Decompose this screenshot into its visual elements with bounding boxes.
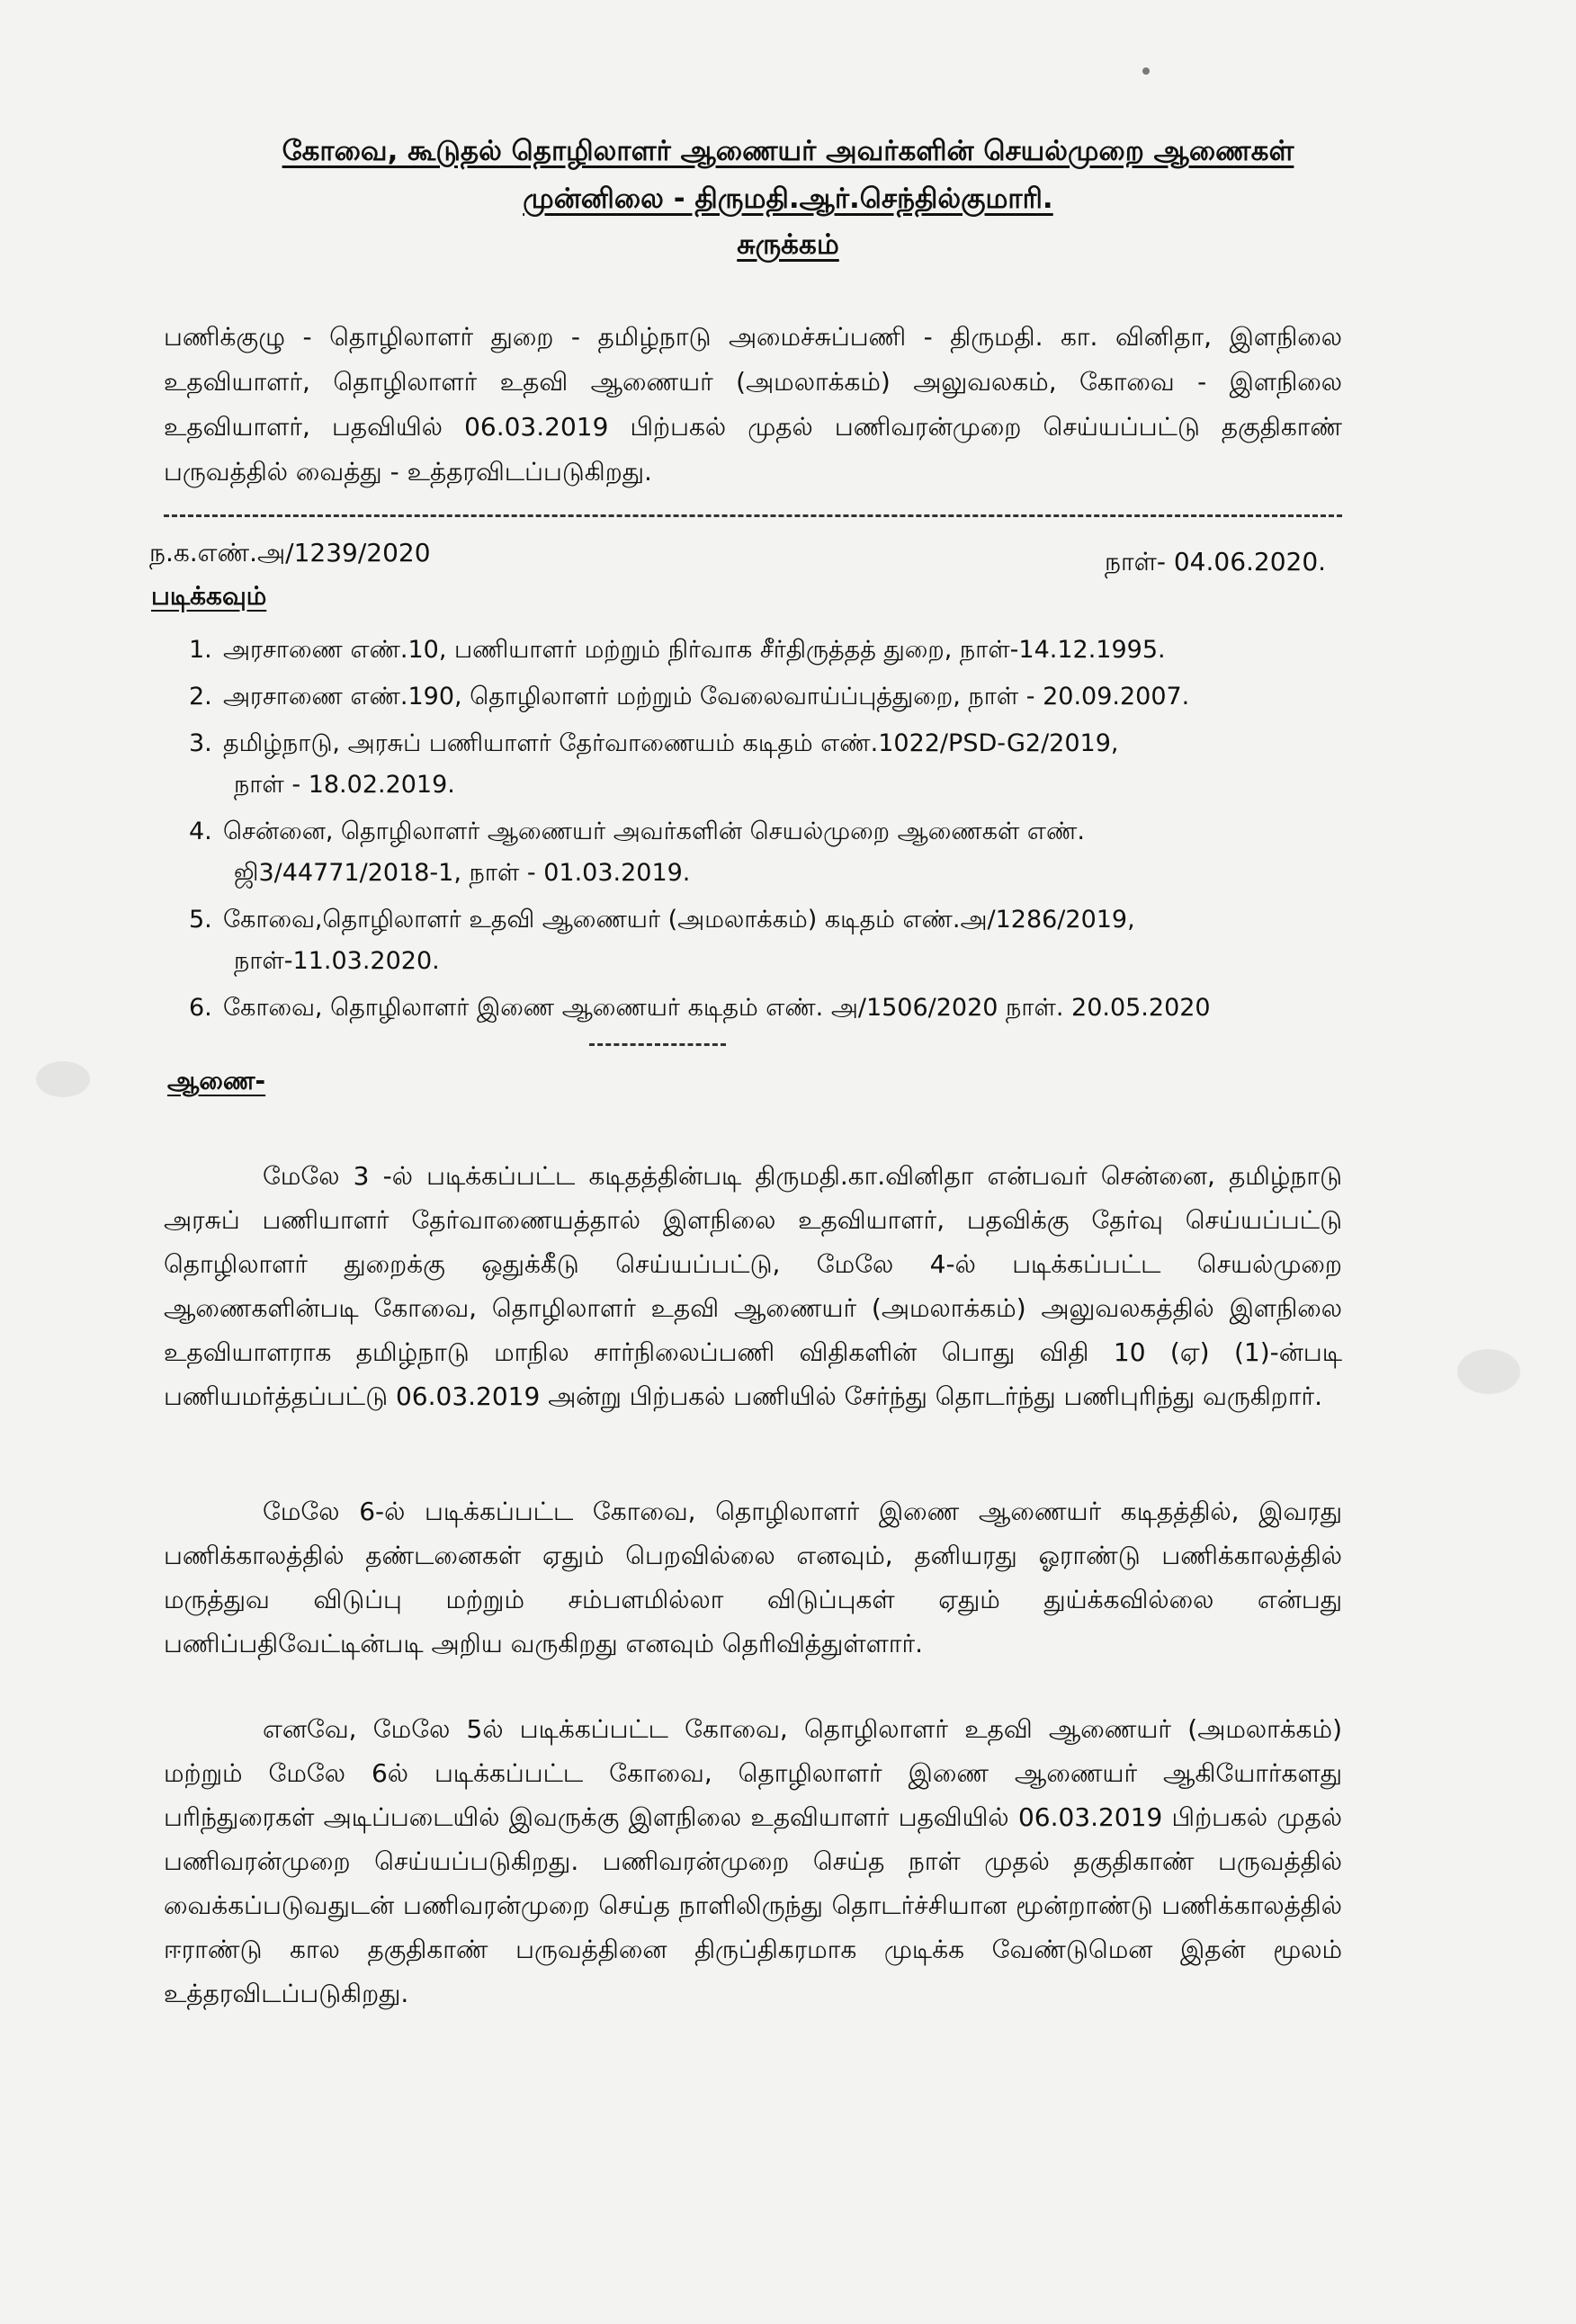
reference-text: அரசாணை எண்.190, தொழிலாளர் மற்றும் வேலைவாய்ப்புத்துறை, நாள் - 20.09.2007. (223, 683, 1190, 711)
order-paragraph-2: மேலே 6-ல் படிக்கப்பட்ட கோவை, தொழிலாளர் இணை ஆணையர் கடிதத்தில், இவரது பணிக்காலத்தில் தண்டனைகள் ஏதும் பெறவில்லை எனவும், தனியரது ஓராண்டு பணிக்காலத்தில் மருத்துவ விடுப்பு மற்றும் சம்பளமில்லா விடுப்புகள் ஏதும் துய்க்கவில்லை என்பது பணிப்பதிவேட்டின்படி அறிய வருகிறது எனவும் தெரிவித்துள்ளார். (164, 1497, 1342, 1658)
reference-text-continued: நாள்-11.03.2020. (234, 947, 440, 975)
references-list (180, 630, 1349, 1029)
reference-text: தமிழ்நாடு, அரசுப் பணியாளர் தேர்வாணையம் கடிதம் எண்.1022/PSD-G2/2019, (223, 729, 1119, 757)
reference-date: நாள்- 04.06.2020. (1105, 547, 1327, 577)
short-divider (589, 1043, 726, 1046)
reference-text-continued: நாள் - 18.02.2019. (234, 771, 455, 799)
reference-text: கோவை, தொழிலாளர் இணை ஆணையர் கடிதம் எண். அ/1506/2020 நாள். 20.05.2020 (223, 994, 1211, 1022)
read-heading: படிக்கவும் (151, 581, 267, 611)
reference-number: ந.க.எண்.அ/1239/2020 (149, 538, 431, 568)
reference-item (180, 811, 1349, 894)
reference-item (180, 676, 1349, 718)
summary-paragraph: பணிக்குழு - தொழிலாளர் துறை - தமிழ்நாடு அமைச்சுப்பணி - திருமதி. கா. வினிதா, இளநிலை உதவியாளர், தொழிலாளர் உதவி ஆணையர் (அமலாக்கம்) அலுவலகம், கோவை - இளநிலை உதவியாளர், பதவியில் 06.03.2019 பிற்பகல் முதல் பணிவரன்முறை செய்யப்பட்டு தகுதிகாண் பருவத்தில் வைத்து - உத்தரவிடப்படுகிறது. (164, 322, 1342, 487)
reference-item (180, 723, 1349, 806)
reference-text: கோவை,தொழிலாளர் உதவி ஆணையர் (அமலாக்கம்) கடிதம் எண்.அ/1286/2019, (223, 906, 1135, 934)
reference-item (180, 899, 1349, 982)
reference-item (180, 988, 1349, 1029)
reference-text: அரசாணை எண்.10, பணியாளர் மற்றும் நிர்வாக சீர்திருத்தத் துறை, நாள்-14.12.1995. (223, 636, 1166, 664)
reference-number-label: 4. (189, 818, 212, 845)
reference-text-continued: ஜி3/44771/2018-1, நாள் - 01.03.2019. (234, 859, 691, 887)
reference-item (180, 630, 1349, 671)
scan-smudge (1457, 1349, 1520, 1394)
title-line-3: சுருக்கம் (737, 228, 839, 261)
divider-line (164, 514, 1342, 517)
order-paragraph-1: மேலே 3 -ல் படிக்கப்பட்ட கடிதத்தின்படி திருமதி.கா.வினிதா என்பவர் சென்னை, தமிழ்நாடு அரசுப் பணியாளர் தேர்வாணையத்தால் இளநிலை உதவியாளர், பதவிக்கு தேர்வு செய்யப்பட்டு தொழிலாளர் துறைக்கு ஒதுக்கீடு செய்யப்பட்டு, மேலே 4-ல் படிக்கப்பட்ட செயல்முறை ஆணைகளின்படி கோவை, தொழிலாளர் உதவி ஆணையர் (அமலாக்கம்) அலுவலகத்தில் இளநிலை உதவியாளராக தமிழ்நாடு மாநில சார்நிலைப்பணி விதிகளின் பொது விதி 10 (ஏ) (1)-ன்படி பணியமர்த்தப்பட்டு 06.03.2019 அன்று பிற்பகல் பணியில் சேர்ந்து தொடர்ந்து பணிபுரிந்து வருகிறார். (164, 1161, 1342, 1411)
scan-smudge (36, 1061, 90, 1097)
reference-number-label: 3. (189, 729, 212, 757)
reference-number-label: 2. (189, 683, 212, 711)
reference-number-label: 5. (189, 906, 212, 934)
reference-text: சென்னை, தொழிலாளர் ஆணையர் அவர்களின் செயல்முறை ஆணைகள் எண். (223, 818, 1085, 845)
scan-speck (1142, 67, 1150, 75)
order-heading: ஆணை- (167, 1066, 266, 1095)
order-paragraph-3: எனவே, மேலே 5ல் படிக்கப்பட்ட கோவை, தொழிலாளர் உதவி ஆணையர் (அமலாக்கம்) மற்றும் மேலே 6ல் படிக்கப்பட்ட கோவை, தொழிலாளர் இணை ஆணையர் ஆகியோர்களது பரிந்துரைகள் அடிப்படையில் இவருக்கு இளநிலை உதவியாளர் பதவியில் 06.03.2019 பிற்பகல் முதல் பணிவரன்முறை செய்யப்படுகிறது. பணிவரன்முறை செய்த நாள் முதல் தகுதிகாண் பருவத்தில் வைக்கப்படுவதுடன் பணிவரன்முறை செய்த நாளிலிருந்து தொடர்ச்சியான மூன்றாண்டு பணிக்காலத்தில் ஈராண்டு கால தகுதிகாண் பருவத்தினை திருப்திகரமாக முடிக்க வேண்டுமென இதன் மூலம் உத்தரவிடப்படுகிறது. (164, 1714, 1342, 2008)
title-line-1: கோவை, கூடுதல் தொழிலாளர் ஆணையர் அவர்களின் செயல்முறை ஆணைகள் (282, 135, 1294, 167)
title-line-2: முன்னிலை - திருமதி.ஆர்.செந்தில்குமாரி. (523, 183, 1053, 215)
reference-number-label: 6. (189, 994, 212, 1022)
reference-number-label: 1. (189, 636, 212, 664)
